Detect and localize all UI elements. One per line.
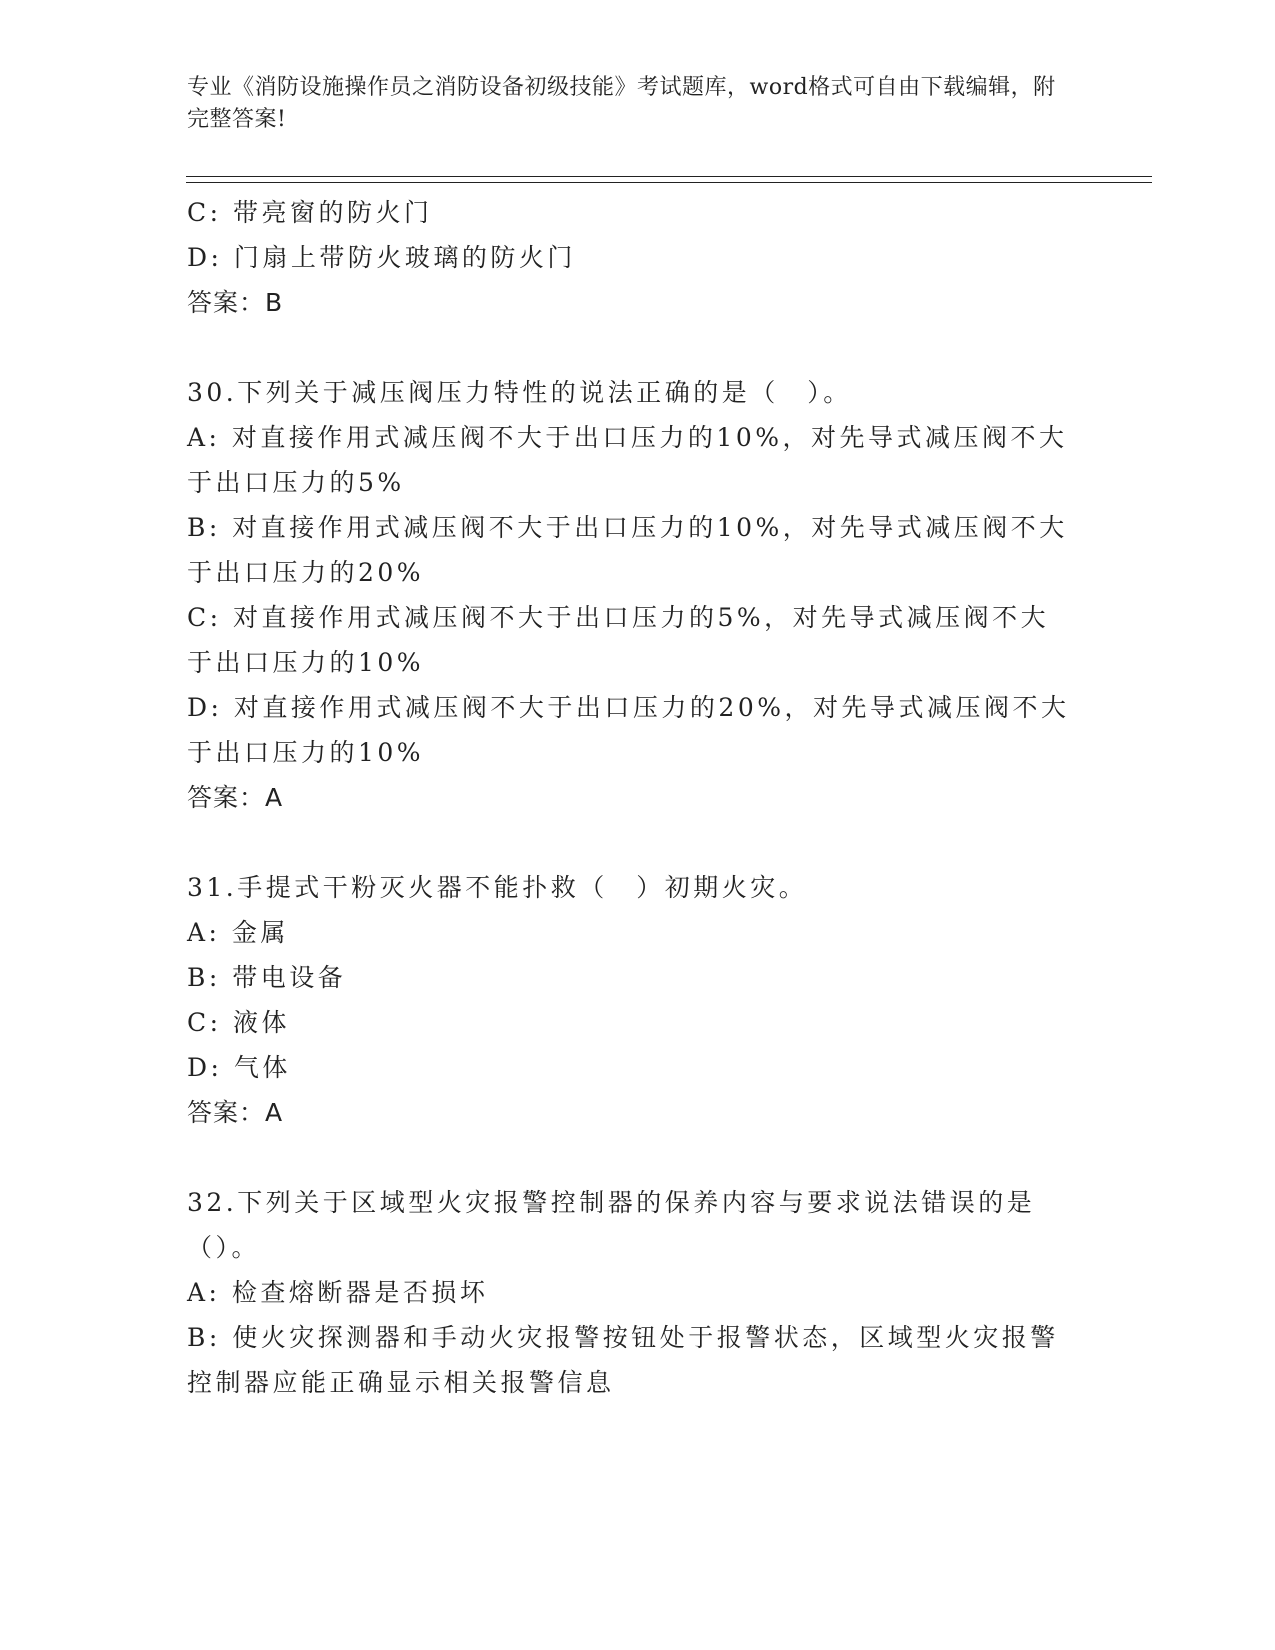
- option-c: C: 带亮窗的防火门: [187, 198, 433, 227]
- question-spacer: [187, 1135, 1077, 1180]
- question-block-32: [187, 1180, 1077, 1405]
- option-a: A: 金属: [187, 918, 289, 947]
- question-spacer: [187, 325, 1077, 370]
- question-block-30: [187, 370, 1077, 820]
- question-list: [187, 190, 1077, 1405]
- option-b: B: 带电设备: [187, 963, 347, 992]
- question-stem: 31.手提式干粉灭火器不能扑救（ ）初期火灾。: [187, 873, 808, 902]
- header-divider-top: [186, 176, 1152, 177]
- answer-line: 答案：B: [187, 288, 284, 317]
- question-block-31: [187, 865, 1077, 1135]
- question-block-prev: [187, 190, 1077, 325]
- question-spacer: [187, 820, 1077, 865]
- header-divider-bottom: [186, 182, 1152, 183]
- header-text: 专业《消防设施操作员之消防设备初级技能》考试题库，word格式可自由下载编辑，附完整答案!: [187, 75, 1056, 132]
- option-c: C: 液体: [187, 1008, 290, 1037]
- option-d: D: 门扇上带防火玻璃的防火门: [187, 243, 576, 272]
- option-a: A: 检查熔断器是否损坏: [187, 1278, 489, 1307]
- option-b: B: 对直接作用式减压阀不大于出口压力的10%，对先导式减压阀不大于出口压力的20%: [187, 513, 1068, 587]
- document-header: [187, 72, 1067, 136]
- question-stem: 30.下列关于减压阀压力特性的说法正确的是（ ）。: [187, 378, 852, 407]
- option-b: B: 使火灾探测器和手动火灾报警按钮处于报警状态，区域型火灾报警控制器应能正确显示相关报警信息: [187, 1323, 1059, 1397]
- answer-line: 答案：A: [187, 783, 284, 812]
- answer-line: 答案：A: [187, 1098, 284, 1127]
- option-c: C: 对直接作用式减压阀不大于出口压力的5%，对先导式减压阀不大于出口压力的10%: [187, 603, 1050, 677]
- question-stem: 32.下列关于区域型火灾报警控制器的保养内容与要求说法错误的是（）。: [187, 1188, 1036, 1262]
- option-a: A: 对直接作用式减压阀不大于出口压力的10%，对先导式减压阀不大于出口压力的5%: [187, 423, 1068, 497]
- option-d: D: 气体: [187, 1053, 291, 1082]
- option-d: D: 对直接作用式减压阀不大于出口压力的20%，对先导式减压阀不大于出口压力的10%: [187, 693, 1070, 767]
